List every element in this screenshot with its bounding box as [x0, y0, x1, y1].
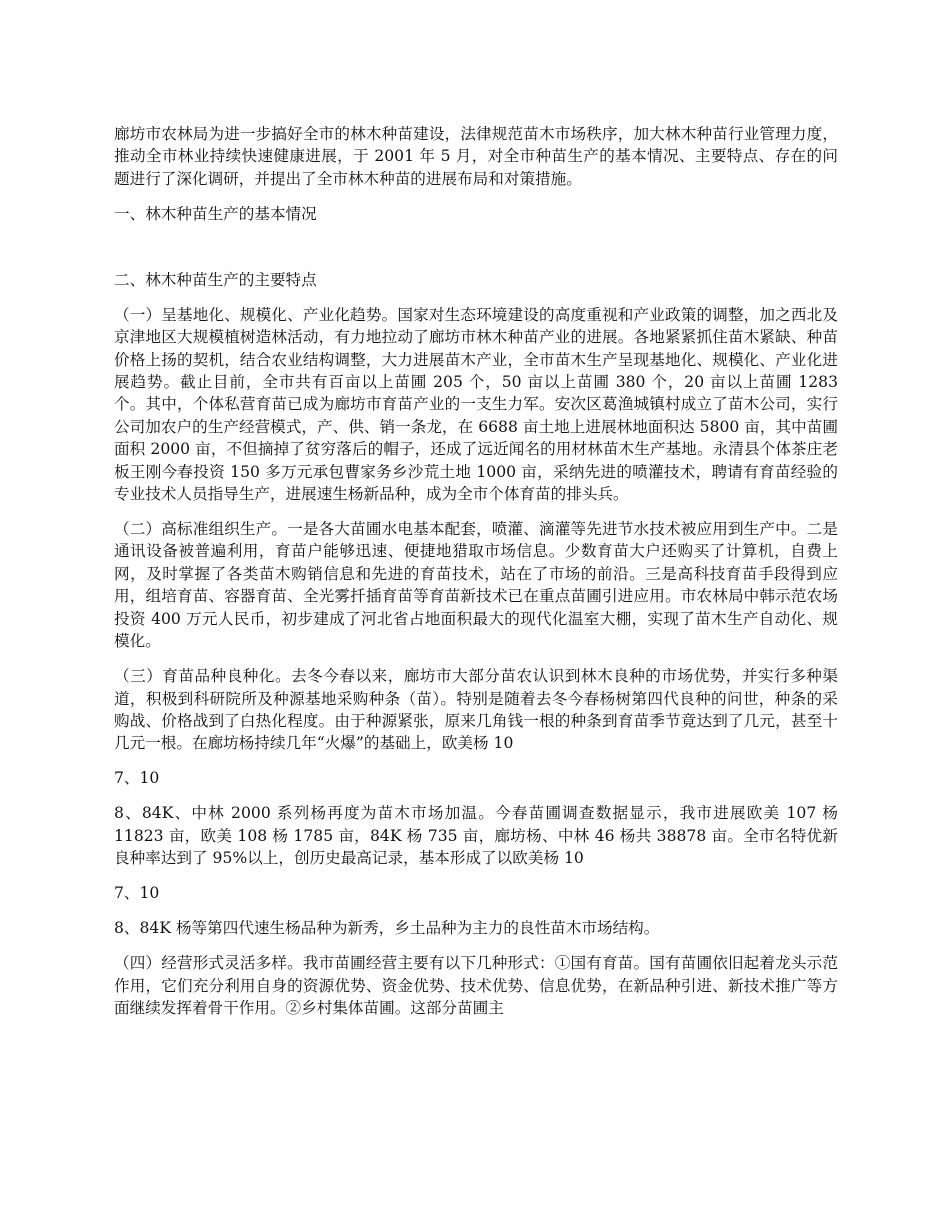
section-heading-basic-situation: 一、林木种苗生产的基本情况	[114, 204, 317, 223]
paragraph-feature-2: （二）高标准组织生产。一是各大苗圃水电基本配套，喷灌、滴灌等先进节水技术被应用到生产中。二是通讯设备被普遍利用，育苗户能够迅速、便捷地猎取市场信息。少数育苗大户还购买了计算机，自费上网，及时掌握了各类苗木购销信息和先进的育苗技术，站在了市场的前沿。三是高科技育苗手段得到应用，组培育苗、容器育苗、全光雾扦插育苗等育苗新技术已在重点苗圃引进应用。市农林局中韩示范农场投资 400 万元人民币，初步建成了河北省占地面积最大的现代化温室大棚，实现了苗木生产自动化、规模化。	[114, 520, 838, 651]
paragraph-feature-1: （一）呈基地化、规模化、产业化趋势。国家对生态环境建设的高度重视和产业政策的调整，加之西北及京津地区大规模植树造林活动，有力地拉动了廊坊市林木种苗产业的进展。各地紧紧抓住苗木紧缺、种苗价格上扬的契机，结合农业结构调整，大力进展苗木产业，全市苗木生产呈现基地化、规模化、产业化进展趋势。截止目前，全市共有百亩以上苗圃 205 个，50 亩以上苗圃 380 个，20 亩以上苗圃 1283 个。其中，个体私营育苗已成为廊坊市育苗产业的一支生力军。安次区葛渔城镇村成立了苗木公司，实行公司加农户的生产经营模式，产、供、销一条龙，在 6688 亩土地上进展林地面积达 5800 亩，其中苗圃面积 2000 亩，不但摘掉了贫穷落后的帽子，还成了远近闻名的用材林苗木生产基地。永清县个体茶庄老板王刚今春投资 150 多万元承包曹家务乡沙荒土地 1000 亩，采纳先进的喷灌技术，聘请有育苗经验的专业技术人员指导生产，进展速生杨新品种，成为全市个体育苗的排头兵。	[114, 305, 838, 504]
section-heading-main-features: 二、林木种苗生产的主要特点	[114, 270, 317, 289]
paragraph-market-structure: 8、84K 杨等第四代速生杨品种为新秀，乡土品种为主力的良性苗木市场结构。	[114, 919, 660, 938]
paragraph-varieties: 8、84K、中林 2000 系列杨再度为苗木市场加温。今春苗圃调查数据显示，我市进展欧美 107 杨 11823 亩，欧美 108 杨 1785 亩，84K 杨 735 亩，廊坊杨、中林 46 杨共 38878 亩。全市名特优新良种率达到了 95%以上，创历史最高记录，基本形成了以欧美杨 10	[114, 804, 838, 868]
document-page	[114, 123, 838, 1032]
paragraph-feature-4: （四）经营形式灵活多样。我市苗圃经营主要有以下几种形式：①国有育苗。国有苗圃依旧起着龙头示范作用，它们充分利用自身的资源优势、资金优势、技术优势、信息优势，在新品种引进、新技术推广等方面继续发挥着骨干作用。②乡村集体苗圃。这部分苗圃主	[114, 954, 838, 1017]
paragraph-feature-3: （三）育苗品种良种化。去冬今春以来，廊坊市大部分苗农认识到林木良种的市场优势，并实行多种渠道，积极到科研院所及种源基地采购种条（苗）。特别是随着去冬今春杨树第四代良种的问世，种条的采购战、价格战到了白热化程度。由于种源紧张，原来几角钱一根的种条到育苗季节竟达到了几元，甚至十几元一根。在廊坊杨持续几年“火爆”的基础上，欧美杨 10	[114, 667, 838, 753]
blank-gap	[114, 238, 838, 269]
paragraph-fragment: 7、10	[114, 769, 160, 788]
intro-paragraph: 廊坊市农林局为进一步搞好全市的林木种苗建设，法律规范苗木市场秩序，加大林木种苗行业管理力度，推动全市林业持续快速健康进展，于 2001 年 5 月，对全市种苗生产的基本情况、主要特点、存在的问题进行了深化调研，并提出了全市林木种苗的进展布局和对策措施。	[114, 125, 838, 188]
paragraph-fragment: 7、10	[114, 884, 160, 903]
